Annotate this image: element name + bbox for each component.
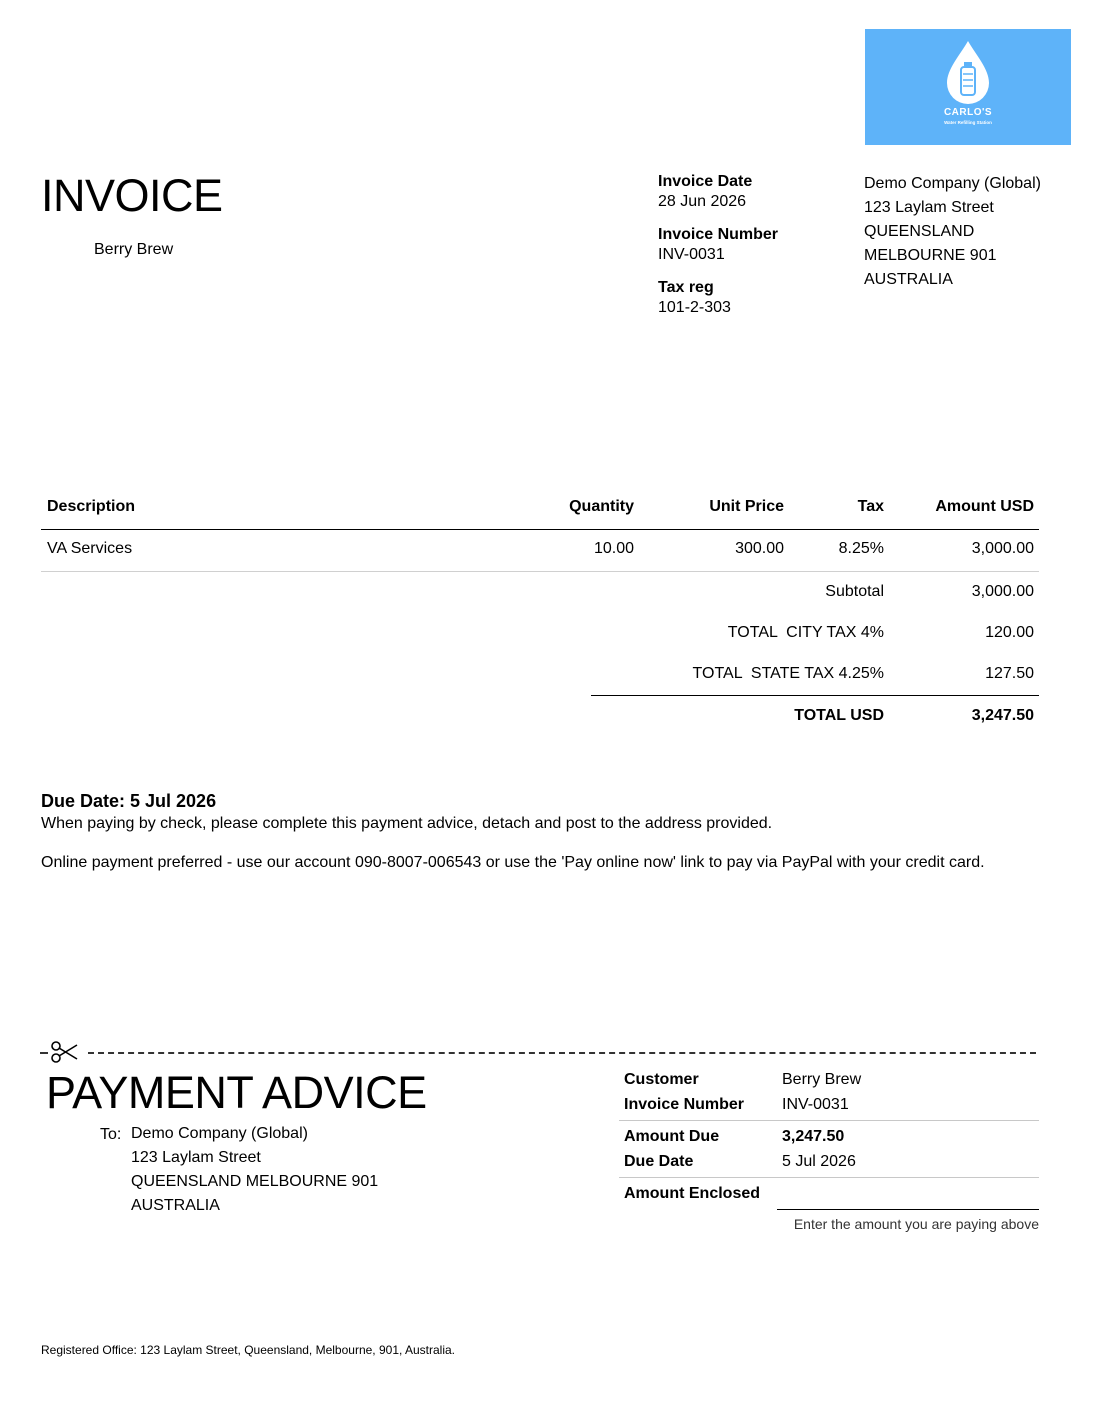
- amount-enclosed-label: Amount Enclosed: [624, 1185, 761, 1202]
- cut-line-start: [40, 1052, 48, 1054]
- amount-enclosed-hint: Enter the amount you are paying above: [793, 1216, 1039, 1232]
- invoice-title: INVOICE: [41, 170, 223, 221]
- company-address-line: MELBOURNE 901: [864, 247, 997, 264]
- company-address-line: QUEENSLAND: [864, 223, 975, 240]
- company-logo: [865, 29, 1071, 145]
- city-tax-label: TOTAL CITY TAX 4%: [727, 624, 884, 641]
- online-payment-note: Online payment preferred - use our account 090-8007-006543 or use the 'Pay online now' link to pay via PayPal with your credit card.: [41, 854, 985, 871]
- logo-tagline: Water Refilling Station: [944, 120, 992, 125]
- state-tax-label: TOTAL STATE TAX 4.25%: [692, 665, 884, 682]
- registered-office-footer: Registered Office: 123 Laylam Street, Queensland, Melbourne, 901, Australia.: [41, 1343, 456, 1357]
- subtotal-value: 3,000.00: [971, 583, 1034, 600]
- company-address-line: Demo Company (Global): [864, 175, 1041, 192]
- row-unit-price: 300.00: [735, 540, 784, 557]
- col-amount-header: Amount USD: [935, 498, 1034, 515]
- invoice-number: INV-0031: [658, 246, 725, 263]
- payment-instruction: When paying by check, please complete this payment advice, detach and post to the address provided.: [41, 815, 773, 832]
- invoice-number-label: Invoice Number: [658, 226, 779, 243]
- due-date-heading: Due Date: 5 Jul 2026: [41, 791, 217, 811]
- col-tax-header: Tax: [857, 498, 884, 515]
- company-address: [864, 172, 1041, 292]
- advice-address-line: 123 Laylam Street: [131, 1149, 261, 1166]
- water-drop-icon: [944, 39, 992, 107]
- invoice-date-label: Invoice Date: [658, 173, 753, 190]
- advice-address-line: QUEENSLAND MELBOURNE 901: [131, 1173, 379, 1190]
- col-description-header: Description: [47, 498, 136, 515]
- total-divider: [591, 695, 1039, 696]
- company-address-line: 123 Laylam Street: [864, 199, 994, 216]
- advice-divider: [619, 1177, 1039, 1178]
- total-label: TOTAL USD: [794, 707, 884, 724]
- advice-customer-label: Customer: [624, 1071, 699, 1088]
- advice-invoice-number: INV-0031: [782, 1096, 849, 1113]
- row-amount: 3,000.00: [971, 540, 1034, 557]
- amount-due: 3,247.50: [782, 1128, 845, 1145]
- invoice-customer: Berry Brew: [94, 241, 174, 258]
- city-tax-value: 120.00: [985, 624, 1034, 641]
- payment-advice-title: PAYMENT ADVICE: [46, 1067, 427, 1118]
- cut-line: [88, 1052, 1036, 1054]
- to-label: To:: [100, 1126, 122, 1143]
- total-value: 3,247.50: [971, 707, 1034, 724]
- row-divider: [41, 571, 1039, 572]
- advice-due-date: 5 Jul 2026: [782, 1153, 856, 1170]
- advice-invoice-number-label: Invoice Number: [624, 1096, 745, 1113]
- tax-reg: 101-2-303: [658, 299, 731, 316]
- col-quantity-header: Quantity: [569, 498, 634, 515]
- advice-due-date-label: Due Date: [624, 1153, 694, 1170]
- subtotal-label: Subtotal: [825, 583, 884, 600]
- tax-reg-label: Tax reg: [658, 279, 714, 296]
- logo-name: CARLO'S: [943, 107, 993, 118]
- header-divider: [41, 529, 1039, 530]
- advice-address-line: Demo Company (Global): [131, 1125, 308, 1142]
- company-address-line: AUSTRALIA: [864, 271, 953, 288]
- amount-due-label: Amount Due: [624, 1128, 720, 1145]
- advice-address-line: AUSTRALIA: [131, 1197, 220, 1214]
- state-tax-value: 127.50: [985, 665, 1034, 682]
- row-quantity: 10.00: [593, 540, 634, 557]
- invoice-date: 28 Jun 2026: [658, 193, 747, 210]
- row-description: VA Services: [47, 540, 133, 557]
- scissors-icon: [50, 1040, 80, 1064]
- amount-enclosed-field[interactable]: [777, 1182, 1039, 1210]
- advice-address: [131, 1122, 378, 1218]
- advice-divider: [619, 1120, 1039, 1121]
- col-unit-price-header: Unit Price: [709, 498, 784, 515]
- advice-customer: Berry Brew: [782, 1071, 862, 1088]
- row-tax: 8.25%: [838, 540, 884, 557]
